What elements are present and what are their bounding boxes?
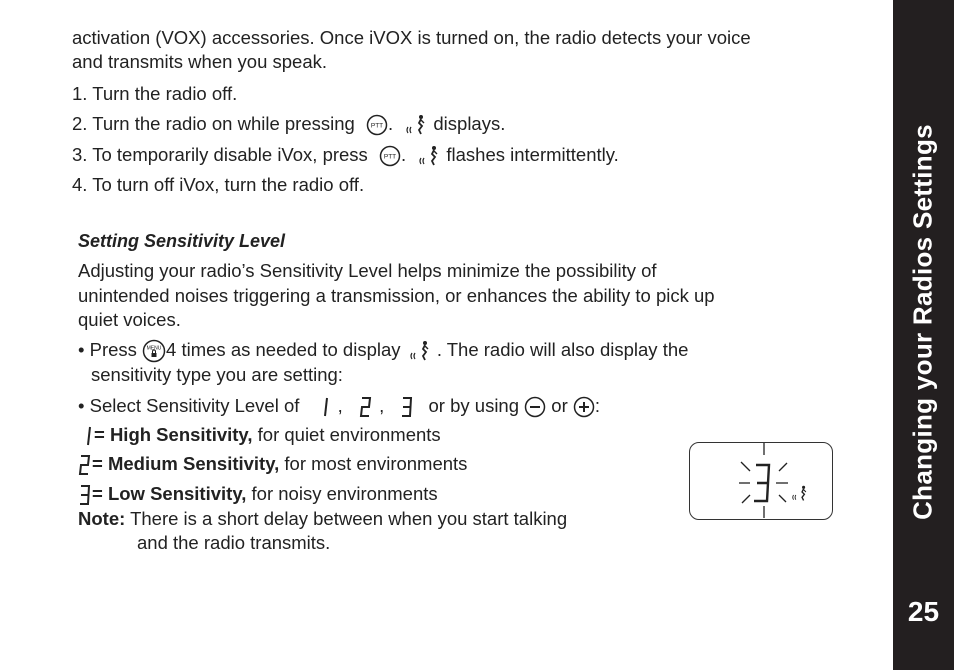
bullet-1-end: . The radio will also display the — [436, 339, 689, 360]
vox-icon — [410, 340, 432, 362]
colon: : — [594, 395, 601, 416]
bullet-1 — [78, 338, 688, 363]
step-1: 1. Turn the radio off. — [72, 83, 238, 104]
lcd-flashing-digit-3-icon — [690, 443, 831, 518]
bullet-2-text: • Select Sensitivity Level of — [78, 395, 300, 416]
intro-line-2: and transmits when you speak. — [72, 51, 328, 72]
step-2-text: 2. Turn the radio on while pressing — [72, 113, 355, 134]
level-medium — [78, 452, 467, 476]
vox-icon — [406, 114, 428, 136]
paragraph-line-3: quiet voices. — [78, 309, 181, 330]
note-line-2: and the radio transmits. — [137, 532, 331, 553]
svg-text:PTT: PTT — [370, 122, 384, 130]
paragraph-line-2: unintended noises triggering a transmission, or enhances the ability to pick up — [78, 285, 715, 306]
note — [78, 507, 567, 531]
vox-icon — [419, 145, 441, 167]
level-high-desc: for quiet environments — [252, 424, 441, 445]
paragraph-line-1: Adjusting your radio’s Sensitivity Level helps minimize the possibility of — [78, 260, 657, 281]
level-medium-desc: for most environments — [279, 453, 468, 474]
step-2-end: displays. — [433, 113, 506, 134]
lcd-digit-2-icon — [358, 395, 374, 419]
step-2-period: . — [387, 113, 394, 134]
step-3-period: . — [400, 144, 407, 165]
bullet-1-line-2: sensitivity type you are setting: — [91, 364, 343, 385]
lcd-digit-1-icon — [319, 395, 333, 419]
comma: , — [379, 395, 385, 416]
comma: , — [337, 395, 343, 416]
level-low — [78, 482, 438, 506]
level-low-desc: for noisy environments — [246, 483, 438, 504]
bullet-1-middle: 4 times as needed to display — [166, 339, 401, 360]
section-heading: Setting Sensitivity Level — [78, 231, 286, 251]
ptt-button-icon — [366, 114, 388, 136]
chapter-title: Changing your Radios Settings — [907, 124, 938, 520]
step-3 — [72, 143, 619, 167]
ptt-button-icon — [379, 145, 401, 167]
note-line-1: There is a short delay between when you start talking — [125, 508, 568, 529]
note-label: Note: — [78, 508, 126, 529]
level-medium-label: = Medium Sensitivity, — [92, 453, 280, 474]
step-2 — [72, 112, 505, 136]
level-high — [84, 423, 441, 447]
bullet-2-or: or — [551, 395, 568, 416]
lcd-display — [689, 442, 833, 520]
lcd-digit-1-icon — [84, 425, 94, 447]
lcd-digit-3-icon — [78, 484, 92, 506]
minus-button-icon — [524, 396, 546, 418]
lcd-digit-3-icon — [399, 395, 415, 419]
menu-button-icon — [142, 339, 166, 363]
svg-text:PTT: PTT — [383, 153, 397, 161]
svg-text:MENU: MENU — [146, 345, 162, 352]
bullet-2 — [78, 394, 600, 419]
step-4: 4. To turn off iVox, turn the radio off. — [72, 174, 365, 195]
bullet-1-text: • Press — [78, 339, 137, 360]
plus-button-icon — [573, 396, 595, 418]
level-low-label: = Low Sensitivity, — [92, 483, 247, 504]
intro-line-1: activation (VOX) accessories. Once iVOX is turned on, the radio detects your voice — [72, 27, 751, 48]
level-high-label: = High Sensitivity, — [94, 424, 253, 445]
bullet-2-middle: or by using — [428, 395, 520, 416]
chapter-side-tab — [893, 0, 954, 670]
page-number: 25 — [907, 596, 940, 627]
step-3-end: flashes intermittently. — [446, 144, 619, 165]
lcd-digit-2-icon — [78, 454, 92, 476]
step-3-text: 3. To temporarily disable iVox, press — [72, 144, 368, 165]
